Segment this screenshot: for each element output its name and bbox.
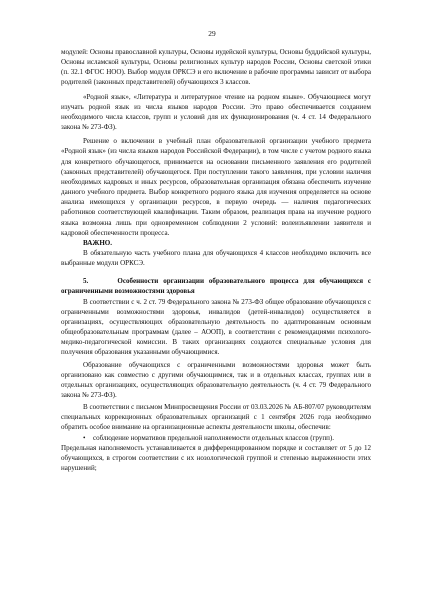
paragraph-ministry-letter: В соответствии с письмом Минпросвещения России от 03.03.2026 № АБ-807/07 руководителям специальных коррекционных образовательных организаций с 1 сентября 2026 года необходимо обратить особое внимание на организационные аспекты деятельности школы, обеспечив:: [61, 403, 371, 432]
page-number: 29: [208, 29, 216, 38]
paragraph-native-language-decision: Решение о включении в учебный план образовательной организации учебного предмета «Родной язык» (из числа языков народов Российской Федерации), в том числе с учетом родного языка для конкретного обучающегося, принимается на основании письменного заявления его родителей (законных представителей) обучающегося. При поступлении такого заявления, при условии наличия необходимых кадровых и иных ресурсов, образовательная организация обязана обеспечить изучение данного учебного предмета. Выбор конкретного родного языка для изучения определяется на основе анализа имеющихся у организации ресурсов, в первую очередь — наличия педагогических работников соответствующей квалификации. Таким образом, реализация права на изучение родного языка возможна лишь при одновременном соблюдении 2 условий: волеизъявлении заявителя и кадровой обеспеченности процесса.: [61, 137, 371, 237]
paragraph-ovz-organization: Образование обучающихся с ограниченными возможностями здоровья может быть организовано как совместно с другими обучающимися, так и в отдельных классах, группах или в отдельных организациях, осуществляющих образовательную деятельность (ч. 4 ст. 79 Федерального закона № 273-ФЗ).: [61, 360, 371, 399]
paragraph-grade4-modules: В обязательную часть учебного плана для обучающихся 4 классов необходимо включить все выбранные модули ОРКСЭ.: [61, 248, 371, 268]
paragraph-oркsэ-modules: модулей: Основы православной культуры, Основы иудейской культуры, Основы буддийской культуры, Основы исламской культуры, Основы религиозных культур народов России, Основы светской этики (п. 32.1 ФГОС НОО). Выбор модуля ОРКСЭ и его включение в рабочие программы зависит от выбора родителей (законных представителей) обучающихся 3 классов.: [61, 48, 371, 87]
paragraph-native-language: «Родной язык», «Литература и литературное чтение на родном языке». Обучающиеся могут изучать родной язык из числа языков народов России. Это право обеспечивается созданием необходимого числа классов, групп и условий для их функционирования (ч. 4 ст. 14 Федерального закона № 273-ФЗ).: [61, 92, 371, 132]
section-title: Особенности организации образовательного процесса для обучающихся с ограниченными возможностями здоровья: [61, 277, 371, 296]
section-heading: [61, 276, 371, 296]
paragraph-class-size: Предельная наполняемость устанавливается в дифференцированном порядке и составляет от 5 до 12 обучающихся, в строгом соответствии с их нозологической группой и степенью выраженности этих нарушений;: [61, 443, 371, 473]
bullet-item: [61, 433, 371, 443]
document-body: [61, 47, 371, 473]
paragraph-ovz-law: В соответствии с ч. 2 ст. 79 Федерального закона № 273-ФЗ общее образование обучающихся с ограниченными возможностями здоровья, инвалидов (детей-инвалидов) осуществляется в организациях, осуществляющих образовательную деятельность по адаптированным основным общеобразовательным программам (далее – АООП), в соответствии с рекомендациями психолого-медико-педагогической комиссии. В таких организациях создаются специальные условия для получения образования указанными обучающимися.: [61, 297, 371, 357]
bullet-icon: •: [83, 433, 86, 442]
important-label: ВАЖНО.: [83, 238, 113, 247]
bullet-text: соблюдение нормативов предельной наполняемости отдельных классов (групп).: [93, 433, 335, 442]
section-number: 5.: [83, 277, 89, 286]
